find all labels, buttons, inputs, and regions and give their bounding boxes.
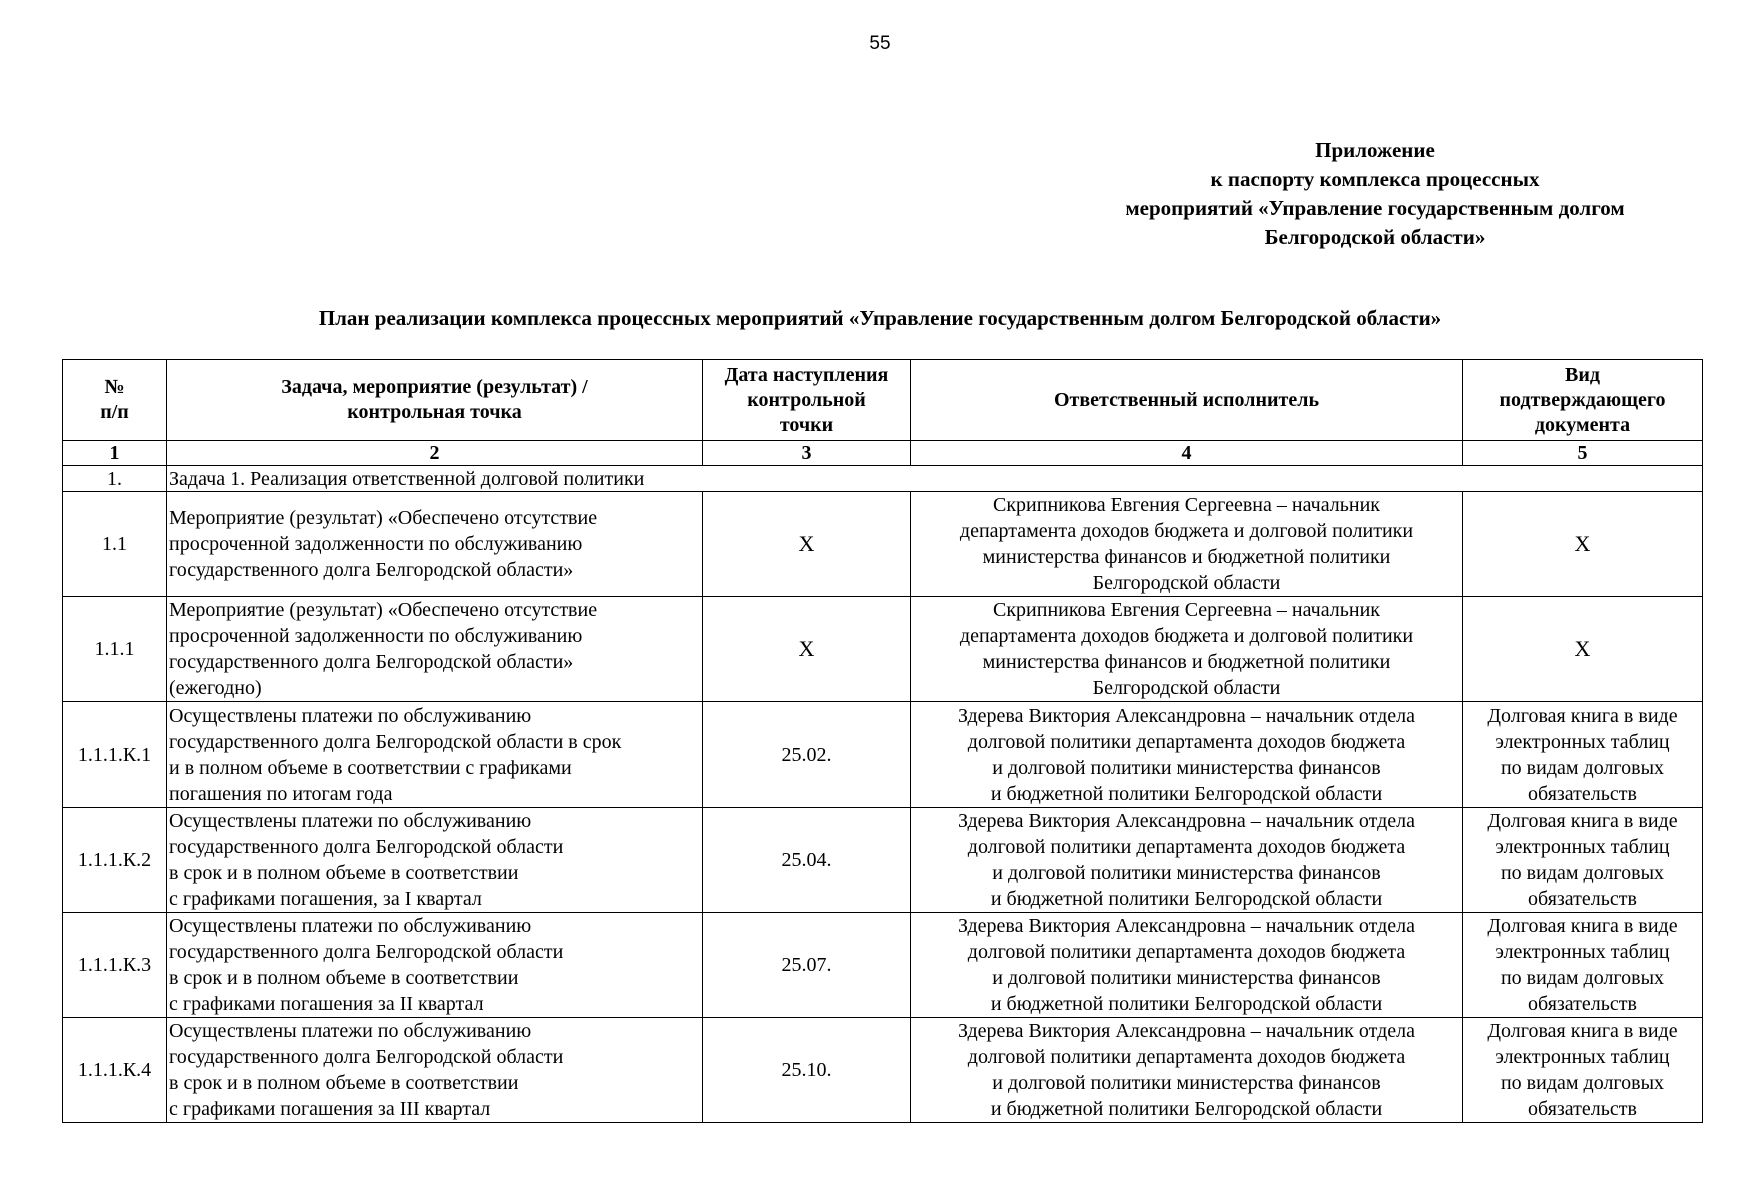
cell-line: обязательств — [1528, 782, 1637, 805]
header-num — [63, 360, 167, 441]
task-text: Задача 1. Реализация ответственной долговой политики — [167, 466, 1703, 492]
cell-line: с графиками погашения за II квартал — [169, 993, 484, 1015]
row-num: 1.1.1.К.3 — [63, 913, 167, 1018]
task-row — [63, 466, 1703, 492]
column-number: 1 — [63, 441, 167, 466]
cell-line: долговой политики департамента доходов бюджета — [967, 1046, 1406, 1068]
cell-line: по видам долговых — [1500, 862, 1665, 884]
task-num: 1. — [63, 466, 167, 492]
row-task — [167, 597, 703, 702]
header-line: п/п — [100, 401, 129, 423]
cell-line: Долговая книга в виде — [1487, 810, 1678, 832]
cell-line: Осуществлены платежи по обслуживанию — [169, 704, 532, 727]
row-document — [1463, 913, 1703, 1018]
cell-line: Осуществлены платежи по обслуживанию — [169, 810, 532, 832]
cell-line: в срок и в полном объеме в соответствии — [169, 967, 519, 989]
row-document — [1463, 1018, 1703, 1123]
header-line: № — [104, 376, 125, 398]
row-document — [1463, 702, 1703, 808]
row-task — [167, 1018, 703, 1123]
row-date: Х — [703, 492, 911, 597]
row-date: 25.10. — [703, 1018, 911, 1123]
cell-line: департамента доходов бюджета и долговой политики — [959, 625, 1414, 647]
cell-line: Долговая книга в виде — [1487, 915, 1678, 937]
cell-line: и долговой политики министерства финансов — [992, 756, 1381, 779]
header-line: контрольной — [747, 388, 866, 411]
header-doc — [1463, 360, 1703, 441]
cell-line: долговой политики департамента доходов бюджета — [967, 836, 1406, 858]
cell-line: просроченной задолженности по обслуживанию — [169, 533, 583, 555]
cell-line: электронных таблиц — [1495, 730, 1670, 753]
cell-line: обязательств — [1528, 993, 1637, 1015]
row-task — [167, 492, 703, 597]
cell-line: (ежегодно) — [169, 677, 262, 699]
header-line: контрольная точка — [347, 401, 522, 423]
row-document — [1463, 492, 1703, 597]
cell-line: Мероприятие (результат) «Обеспечено отсутствие — [169, 507, 598, 529]
row-num: 1.1.1 — [63, 597, 167, 702]
plan-title: План реализации комплекса процессных мероприятий «Управление государственным долгом Белгородской области» — [318, 306, 1442, 330]
cell-line: Долговая книга в виде — [1487, 1020, 1678, 1042]
cell-line: Х — [1574, 531, 1591, 556]
cell-line: государственного долга Белгородской области» — [169, 651, 574, 673]
column-number: 3 — [703, 441, 911, 466]
cell-line: Х — [1574, 636, 1591, 661]
cell-line: и бюджетной политики Белгородской области — [990, 888, 1383, 910]
row-executor — [911, 597, 1463, 702]
appendix-line: к паспорту комплекса процессных — [1210, 167, 1540, 191]
table-row — [63, 492, 1703, 597]
header-line: Дата наступления — [724, 363, 889, 386]
cell-line: с графиками погашения, за I квартал — [169, 888, 482, 910]
appendix-line: Белгородской области» — [1264, 225, 1486, 249]
cell-line: долговой политики департамента доходов бюджета — [967, 730, 1406, 753]
cell-line: погашения по итогам года — [169, 782, 393, 805]
cell-line: в срок и в полном объеме в соответствии — [169, 1072, 519, 1094]
row-date: 25.07. — [703, 913, 911, 1018]
page-number: 55 — [869, 33, 891, 54]
row-executor — [911, 702, 1463, 808]
column-number: 2 — [167, 441, 703, 466]
cell-line: государственного долга Белгородской области» — [169, 559, 574, 581]
cell-line: обязательств — [1528, 888, 1637, 910]
cell-line: министерства финансов и бюджетной политики — [982, 651, 1391, 673]
row-num: 1.1.1.К.4 — [63, 1018, 167, 1123]
row-date: 25.02. — [703, 702, 911, 808]
cell-line: и бюджетной политики Белгородской области — [990, 1098, 1383, 1120]
header-line: точки — [779, 413, 834, 436]
row-num: 1.1.1.К.2 — [63, 808, 167, 913]
row-document — [1463, 597, 1703, 702]
cell-line: государственного долга Белгородской области в срок — [169, 730, 622, 753]
table-header-row — [63, 360, 1703, 441]
header-line: Задача, мероприятие (результат) / — [281, 376, 588, 398]
plan-table — [62, 359, 1703, 1123]
table-row — [63, 702, 1703, 808]
appendix-line: Приложение — [1315, 138, 1435, 162]
row-executor — [911, 808, 1463, 913]
cell-line: электронных таблиц — [1495, 1046, 1670, 1068]
row-num: 1.1 — [63, 492, 167, 597]
row-executor — [911, 913, 1463, 1018]
cell-line: по видам долговых — [1500, 756, 1665, 779]
cell-line: и бюджетной политики Белгородской области — [990, 782, 1383, 805]
row-num: 1.1.1.К.1 — [63, 702, 167, 808]
cell-line: министерства финансов и бюджетной политики — [982, 546, 1391, 568]
cell-line: в срок и в полном объеме в соответствии — [169, 862, 519, 884]
cell-line: и бюджетной политики Белгородской области — [990, 993, 1383, 1015]
cell-line: обязательств — [1528, 1098, 1637, 1120]
table-row — [63, 808, 1703, 913]
row-task — [167, 702, 703, 808]
table-row — [63, 913, 1703, 1018]
cell-line: просроченной задолженности по обслуживанию — [169, 625, 583, 647]
row-document — [1463, 808, 1703, 913]
cell-line: Белгородской области — [1092, 677, 1281, 699]
row-task — [167, 913, 703, 1018]
cell-line: Здерева Виктория Александровна – начальник отдела — [957, 1020, 1416, 1042]
header-line: Ответственный исполнитель — [1053, 388, 1320, 411]
table-row — [63, 1018, 1703, 1123]
appendix-line: мероприятий «Управление государственным долгом — [1125, 196, 1625, 220]
header-line: документа — [1534, 413, 1631, 436]
cell-line: государственного долга Белгородской области — [169, 1046, 564, 1068]
row-date: Х — [703, 597, 911, 702]
cell-line: Скрипникова Евгения Сергеевна – начальник — [992, 494, 1380, 516]
cell-line: Здерева Виктория Александровна – начальник отдела — [957, 915, 1416, 937]
cell-line: Здерева Виктория Александровна – начальник отдела — [957, 704, 1416, 727]
header-date — [703, 360, 911, 441]
row-date: 25.04. — [703, 808, 911, 913]
row-executor — [911, 1018, 1463, 1123]
cell-line: и долговой политики министерства финансов — [992, 967, 1381, 989]
cell-line: Долговая книга в виде — [1487, 704, 1678, 727]
cell-line: по видам долговых — [1500, 1072, 1665, 1094]
cell-line: и в полном объеме в соответствии с графиками — [169, 756, 572, 779]
cell-line: департамента доходов бюджета и долговой политики — [959, 520, 1414, 542]
column-number: 4 — [911, 441, 1463, 466]
cell-line: электронных таблиц — [1495, 941, 1670, 963]
header-line: Вид — [1565, 363, 1600, 386]
cell-line: и долговой политики министерства финансов — [992, 1072, 1381, 1094]
header-executor — [911, 360, 1463, 441]
cell-line: Скрипникова Евгения Сергеевна – начальник — [992, 599, 1380, 621]
cell-line: Здерева Виктория Александровна – начальник отдела — [957, 810, 1416, 832]
cell-line: государственного долга Белгородской области — [169, 941, 564, 963]
cell-line: по видам долговых — [1500, 967, 1665, 989]
cell-line: и долговой политики министерства финансов — [992, 862, 1381, 884]
column-number: 5 — [1463, 441, 1703, 466]
cell-line: Мероприятие (результат) «Обеспечено отсутствие — [169, 599, 598, 621]
cell-line: Белгородской области — [1092, 572, 1281, 594]
column-number-row — [63, 441, 1703, 466]
cell-line: долговой политики департамента доходов бюджета — [967, 941, 1406, 963]
row-task — [167, 808, 703, 913]
table-row — [63, 597, 1703, 702]
cell-line: государственного долга Белгородской области — [169, 836, 564, 858]
header-line: подтверждающего — [1499, 388, 1666, 411]
header-task — [167, 360, 703, 441]
cell-line: Осуществлены платежи по обслуживанию — [169, 1020, 532, 1042]
cell-line: Осуществлены платежи по обслуживанию — [169, 915, 532, 937]
appendix-header — [1060, 136, 1690, 252]
cell-line: с графиками погашения за III квартал — [169, 1098, 491, 1120]
row-executor — [911, 492, 1463, 597]
cell-line: электронных таблиц — [1495, 836, 1670, 858]
